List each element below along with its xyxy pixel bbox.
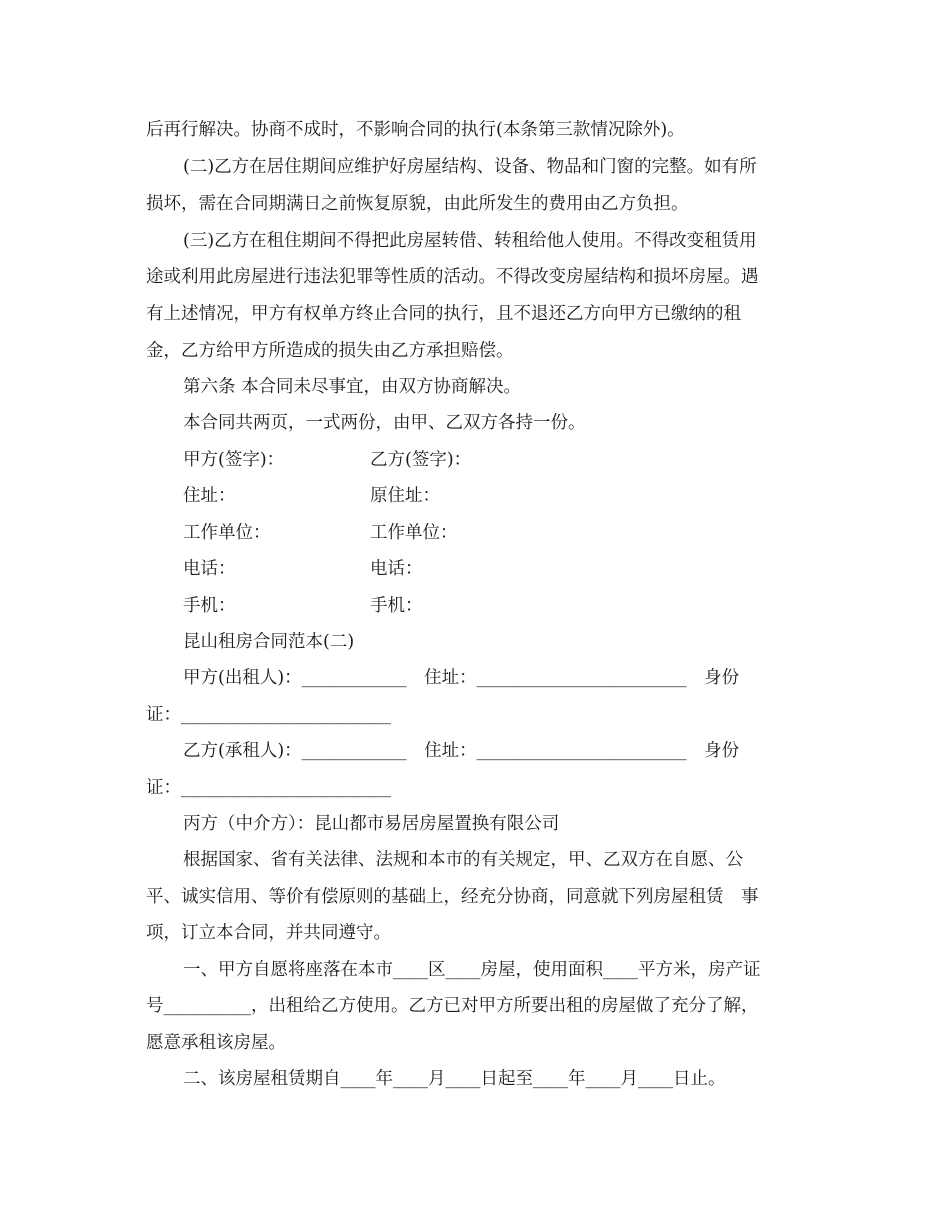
- party-a-signature-label: 甲方(签字)：: [183, 450, 285, 470]
- paragraph-line: (二)乙方在居住期间应维护好房屋结构、设备、物品和门窗的完整。如有所: [183, 157, 757, 177]
- party-a-mobile-label: 手机：: [183, 596, 236, 616]
- party-a-workplace-label: 工作单位：: [183, 523, 271, 543]
- party-b-info-line: 乙方(承租人)：____________ 住址：________________________ 身份: [183, 741, 740, 761]
- paragraph-line: 愿意承租该房屋。: [146, 1033, 286, 1053]
- party-c-line: 丙方（中介方）：昆山都市易居房屋置换有限公司: [183, 814, 560, 834]
- party-a-info-line: 甲方(出租人)：____________ 住址：________________________ 身份: [183, 668, 740, 688]
- paragraph-line: 一、甲方自愿将座落在本市____区____房屋，使用面积____平方米，房产证: [183, 960, 761, 980]
- article-six: 第六条 本合同未尽事宜，由双方协商解决。: [183, 377, 522, 397]
- copies-statement: 本合同共两页，一式两份，由甲、乙双方各持一份。: [183, 413, 586, 433]
- paragraph-line: 平、诚实信用、等价有偿原则的基础上，经充分协商，同意就下列房屋租赁 事: [146, 887, 759, 907]
- party-a-address-label: 住址：: [183, 486, 236, 506]
- paragraph-line: 项，订立本合同，并共同遵守。: [146, 923, 391, 943]
- paragraph-line: 金，乙方给甲方所造成的损失由乙方承担赔偿。: [146, 341, 514, 361]
- party-b-mobile-label: 手机：: [370, 596, 423, 616]
- paragraph-line: 有上述情况，甲方有权单方终止合同的执行，且不退还乙方向甲方已缴纳的租: [146, 304, 741, 324]
- paragraph-line: 损坏，需在合同期满日之前恢复原貌，由此所发生的费用由乙方负担。: [146, 194, 689, 214]
- party-b-address-label: 原住址：: [370, 486, 440, 506]
- party-a-id-line: 证：________________________: [146, 705, 391, 725]
- section-title: 昆山租房合同范本(二): [183, 632, 355, 652]
- paragraph-line: 后再行解决。协商不成时，不影响合同的执行(本条第三款情况除外)。: [146, 120, 685, 140]
- paragraph-line: 二、该房屋租赁期自____年____月____日起至____年____月____日止。: [183, 1069, 726, 1089]
- party-b-phone-label: 电话：: [370, 559, 423, 579]
- party-b-signature-label: 乙方(签字)：: [370, 450, 472, 470]
- party-b-workplace-label: 工作单位：: [370, 523, 458, 543]
- paragraph-line: 途或利用此房屋进行违法犯罪等性质的活动。不得改变房屋结构和损坏房屋。遇: [146, 267, 759, 287]
- paragraph-line: 根据国家、省有关法律、法规和本市的有关规定，甲、乙双方在自愿、公: [183, 850, 743, 870]
- paragraph-line: 号__________，出租给乙方使用。乙方已对甲方所要出租的房屋做了充分了解，: [146, 996, 759, 1016]
- paragraph-line: (三)乙方在租住期间不得把此房屋转借、转租给他人使用。不得改变租赁用: [183, 231, 757, 251]
- party-a-phone-label: 电话：: [183, 559, 236, 579]
- party-b-id-line: 证：________________________: [146, 778, 391, 798]
